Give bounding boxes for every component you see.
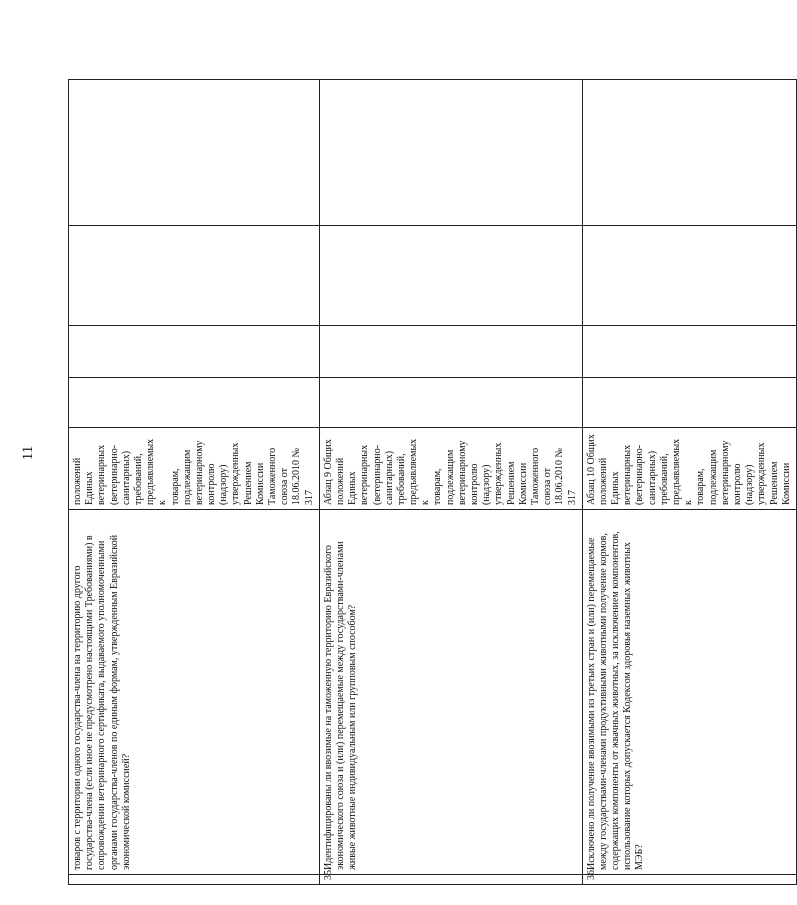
note-cell (582, 80, 796, 226)
answer-cell-2 (582, 326, 796, 378)
row-number: 36. (582, 875, 796, 885)
question-cell: Исключено ли получение ввозимыми из третьих стран и (или) перемещаемые между государствами-членами продуктивными животными получение кормов, содержащих компоненты от жвачных животных, за исключением компонентов, использование которых допускается Кодексом здоровья наземных животных МЭБ? (582, 510, 796, 875)
table-row (582, 80, 796, 885)
question-cell: Идентифицированы ли ввозимые на таможенную территорию Евразийского экономического союза и (или) перемещаемые между государствами-членами живые животные индивидуальным или групповым способом? (319, 510, 582, 875)
answer-cell-1 (319, 378, 582, 428)
answer-cell-3 (582, 226, 796, 326)
answer-cell-3 (319, 226, 582, 326)
reference-cell: положений Единых ветеринарных (ветеринарно- санитарных) требований, предъявляемых к товарам, подлежащим ветеринарному контролю (надзору) утвержденных Решением Комиссии Таможенного союза от 18.06.2010 № 317 (69, 428, 320, 510)
question-cell: товаров с территории одного государства-члена на территорию другого государства-члена (если иное не предусмотрено настоящими Требованиями) в сопровождении ветеринарного сертификата, выдаваемого уполномоченными органами государства-членов по единым формам, утвержденным Евразийской экономической комиссией? (69, 510, 320, 875)
answer-cell-1 (69, 378, 320, 428)
reference-cell: Абзац 10 Общих положений Единых ветеринарных (ветеринарно- санитарных) требований, предъявляемых к товарам, подлежащим ветеринарному контролю (надзору) утвержденных Решением Комиссии (582, 428, 796, 510)
row-number (69, 875, 320, 885)
note-cell (319, 80, 582, 226)
answer-cell-2 (69, 326, 320, 378)
reference-cell: Абзац 9 Общих положений Единых ветеринарных (ветеринарно- санитарных) требований, предъявляемых к товарам, подлежащим ветеринарному контролю (надзору) утвержденных Решением Комиссии Таможенного союза от 18.06.2010 № 317 (319, 428, 582, 510)
answer-cell-2 (319, 326, 582, 378)
note-cell (69, 80, 320, 226)
checklist-sheet (68, 80, 792, 885)
table-row (69, 80, 320, 885)
row-number: 35. (319, 875, 582, 885)
checklist-table (68, 79, 797, 885)
page-number: 11 (19, 445, 36, 461)
answer-cell-1 (582, 378, 796, 428)
table-row (319, 80, 582, 885)
answer-cell-3 (69, 226, 320, 326)
